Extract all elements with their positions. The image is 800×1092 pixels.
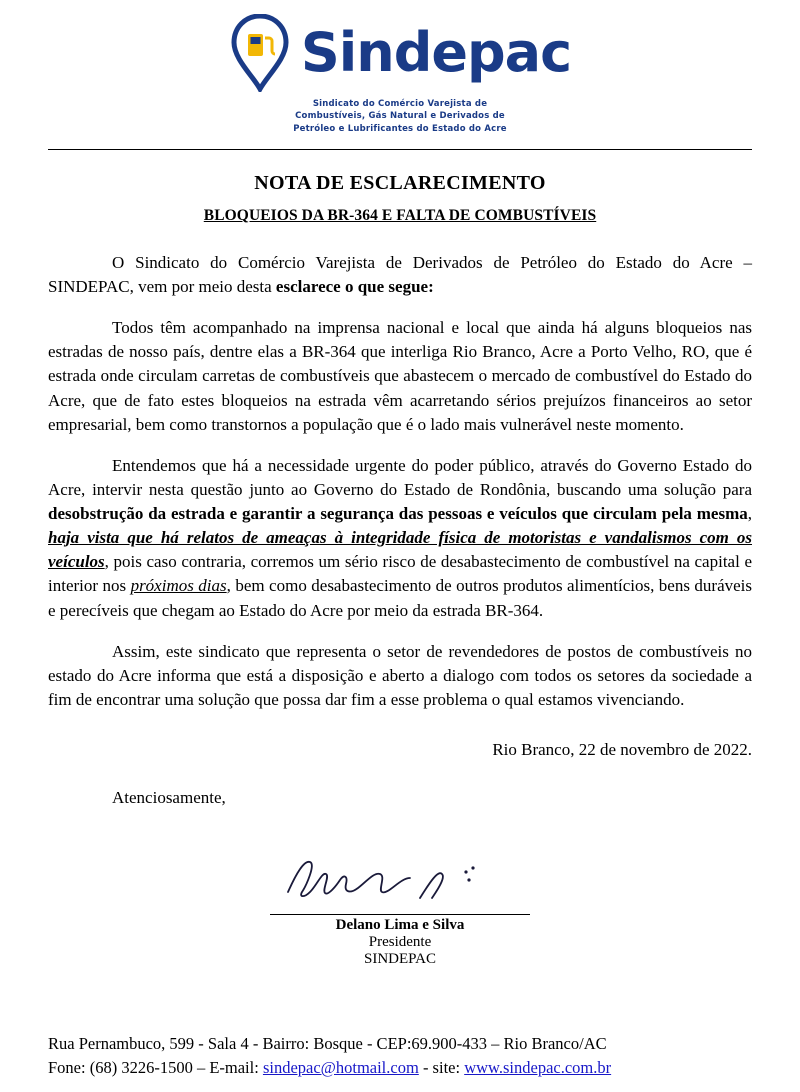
paragraph-1-emphasis: esclarece o que segue: xyxy=(275,277,434,297)
logo-tagline xyxy=(293,98,507,135)
page-subtitle: BLOQUEIOS DA BR-364 E FALTA DE COMBUSTÍVEIS xyxy=(203,206,597,224)
footer-site-label: - site: xyxy=(418,1058,465,1078)
paragraph-1 xyxy=(48,251,752,299)
logo-tagline-line-3: Petróleo e Lubrificantes do Estado do Acre xyxy=(293,123,507,134)
closing-salutation: Atenciosamente, xyxy=(112,788,226,808)
letterhead xyxy=(48,0,752,135)
paragraph-3-part-a: Entendemos que há a necessidade urgente do poder público, através do Governo Estado do Acre, intervir nesta questão junto ao Governo do Estado de Rondônia, buscando uma solução para xyxy=(48,455,752,499)
fuel-pin-icon xyxy=(229,14,291,92)
logo-wordmark: Sindepac xyxy=(300,21,572,84)
signature-organization: SINDEPAC xyxy=(364,951,436,968)
logo xyxy=(229,14,571,92)
logo-tagline-line-2: Combustíveis, Gás Natural e Derivados de xyxy=(295,111,505,122)
footer-phone: Fone: (68) 3226-1500 – E-mail: xyxy=(48,1058,263,1078)
footer xyxy=(48,1032,752,1080)
flame-icon xyxy=(96,0,122,10)
paragraph-3 xyxy=(48,454,752,623)
logo-tagline-line-1: Sindicato do Comércio Varejista de xyxy=(312,99,488,109)
footer-email-link[interactable]: sindepac@hotmail.com xyxy=(262,1058,419,1078)
handwritten-signature-icon xyxy=(270,848,530,914)
paragraph-3-part-g: , bem como desabastecimento de outros produtos alimentícios, bens duráveis e perecíveis que chegam ao Estado do Acre por meio da estrada BR-364. xyxy=(48,576,753,620)
document-body xyxy=(48,251,752,712)
footer-address: Rua Pernambuco, 599 - Sala 4 - Bairro: Bosque - CEP:69.900-433 – Rio Branco/AC xyxy=(48,1034,607,1054)
signature-role: Presidente xyxy=(368,934,432,951)
paragraph-1-part-a: O Sindicato do Comércio Varejista de Derivados de Petróleo do Estado do Acre – SINDEPAC, vem por meio desta xyxy=(48,252,752,297)
paragraph-3-bold-1: desobstrução da estrada e garantir a segurança das pessoas e veículos que circulam pela mesma xyxy=(48,504,748,524)
paragraph-3-part-e: , pois caso contraria, corremos um sério risco de desabastecimento de combustível na capital e interior nos xyxy=(48,552,752,596)
footer-site-link[interactable]: www.sindepac.com.br xyxy=(464,1058,612,1078)
footer-contact xyxy=(48,1056,752,1080)
page-title: NOTA DE ESCLARECIMENTO xyxy=(254,171,546,194)
signature-block xyxy=(48,848,752,968)
paragraph-2: Todos têm acompanhado na imprensa nacional e local que ainda há alguns bloqueios nas estradas de nosso país, dentre elas a BR-364 que interliga Rio Branco, Acre a Porto Velho, RO, que é estrada onde circulam carretas de combustíveis que abastecem o mercado de combustível do Estado do Acre, que de fato estes bloqueios na estrada vêm acarretando sérios prejuízos financeiros ao setor empresarial, bem como transtornos a população que é o lado mais vulnerável neste momento. xyxy=(48,318,752,434)
place-and-date: Rio Branco, 22 de novembro de 2022. xyxy=(492,740,752,760)
paragraph-3-underline-italic: próximos dias xyxy=(130,576,227,596)
signature-name: Delano Lima e Silva xyxy=(270,914,530,934)
paragraph-4: Assim, este sindicato que representa o setor de revendedores de postos de combustíveis no estado do Acre informa que está a disposição e aberto a dialogo com todos os setores da sociedade a fim de encontrar uma solução que possa dar fim a esse problema o qual estamos vivenciando. xyxy=(48,641,752,709)
paragraph-3-sep-1: , xyxy=(747,504,752,524)
paragraph-3-bold-italic: haja vista que há relatos de ameaças à integridade física de motoristas e vandalismos com os veículos xyxy=(48,528,752,572)
header-divider xyxy=(48,149,752,150)
